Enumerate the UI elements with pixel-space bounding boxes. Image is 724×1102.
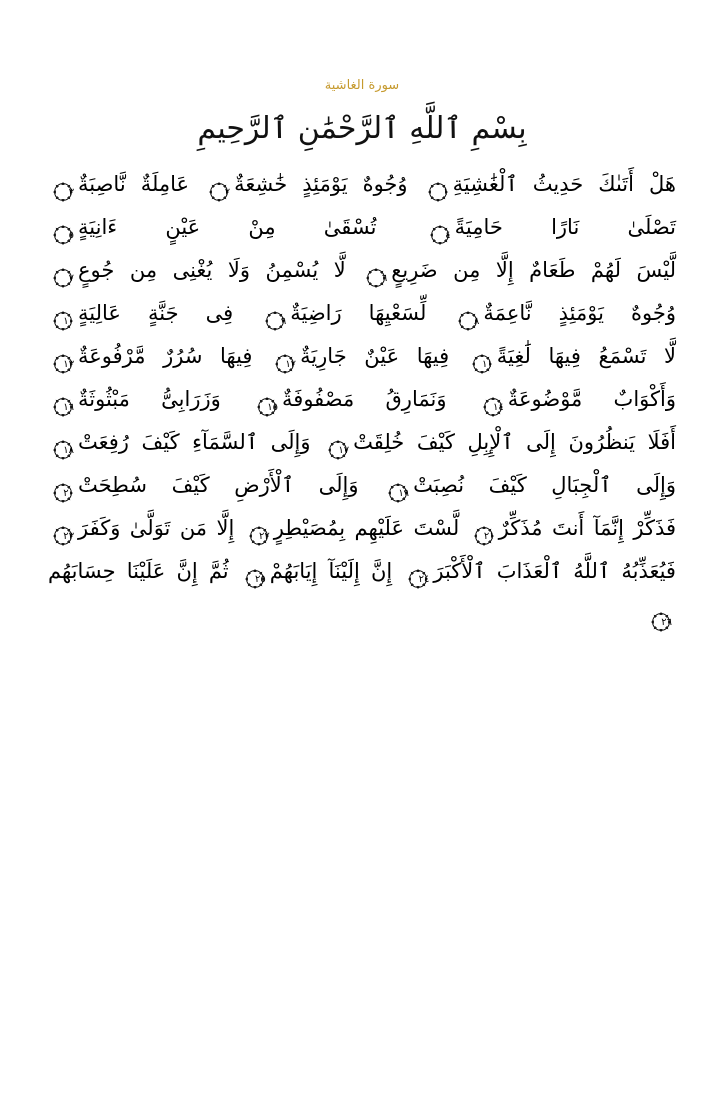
ayah-number-marker	[52, 224, 74, 246]
ayah-number: ٢٠	[63, 488, 74, 500]
ayah-text: أَفَلَا يَنظُرُونَ إِلَى ٱلْإِبِلِ كَيْفَ خُلِقَتْ	[353, 430, 676, 455]
ayah-number: ١٨	[63, 445, 74, 457]
ayah-text: وَإِلَى ٱلسَّمَآءِ كَيْفَ رُفِعَتْ	[78, 430, 311, 455]
ayah-number-marker	[244, 568, 266, 590]
ayah-number: ١٦	[63, 402, 74, 414]
ayah-text: وَإِلَى ٱلْجِبَالِ كَيْفَ نُصِبَتْ	[413, 473, 676, 498]
ayah-number-marker	[650, 611, 672, 633]
ayah-number-marker	[208, 181, 230, 203]
ayah-number: ١٣	[63, 359, 74, 371]
ayah-number: ١٢	[285, 359, 297, 371]
ayah-number: ١١	[482, 359, 493, 371]
ayah-number: ١٥	[267, 402, 279, 414]
ayah-number: ١٧	[338, 445, 350, 457]
ayah-number-marker	[256, 396, 278, 418]
surah-body-text	[48, 163, 676, 637]
ayah-text: فِيهَا عَيْنٌ جَارِيَةٌ	[300, 344, 450, 369]
ayah-text: وَأَكْوَابٌ مَّوْضُوعَةٌ	[507, 387, 676, 412]
ayah-number: ٦	[381, 273, 388, 285]
ayah-number: ٢١	[483, 531, 495, 543]
ayah-number-marker	[52, 267, 74, 289]
ayah-text: فَيُعَذِّبُهُ ٱللَّهُ ٱلْعَذَابَ ٱلْأَكْبَرَ	[433, 559, 676, 584]
ayah-text: تُسْقَىٰ مِنْ عَيْنٍ ءَانِيَةٍ	[78, 215, 377, 240]
ayah-text: تَصْلَىٰ نَارًا حَامِيَةً	[454, 215, 676, 240]
ayah-number: ٢٢	[259, 531, 270, 543]
ayah-text: فِيهَا سُرُرٌ مَّرْفُوعَةٌ	[78, 344, 253, 369]
ayah-number-marker	[473, 525, 495, 547]
ayah-number: ١٤	[492, 402, 504, 414]
ayah-number: ٢٣	[63, 531, 74, 543]
ayah-number-marker	[429, 224, 451, 246]
ayah-number: ٥	[68, 230, 74, 242]
ayah-number-marker	[52, 310, 74, 332]
ayah-number-marker	[387, 482, 409, 504]
ayah-text: وُجُوهٌ يَوْمَئِذٍ خَٰشِعَةٌ	[234, 172, 408, 196]
ayah-number: ٤	[445, 230, 451, 242]
ayah-number: ١	[443, 187, 449, 198]
ayah-number: ٧	[68, 273, 74, 285]
ayah-number: ٨	[474, 316, 480, 328]
ayah-text: فِى جَنَّةٍ عَالِيَةٍ	[78, 301, 234, 326]
ayah-number-marker	[427, 181, 449, 203]
ayah-number-marker	[327, 439, 349, 461]
ayah-number-marker	[482, 396, 504, 418]
ayah-number-marker	[264, 310, 286, 332]
ayah-number: ١٩	[398, 488, 410, 500]
ayah-text: لَّيْسَ لَهُمْ طَعَامٌ إِلَّا مِن ضَرِيعٍ	[391, 258, 676, 283]
document-page	[0, 78, 724, 1102]
ayah-number-marker	[52, 439, 74, 461]
ayah-number-marker	[248, 525, 270, 547]
ayah-text: هَلْ أَتَىٰكَ حَدِيثُ ٱلْغَٰشِيَةِ	[452, 172, 676, 196]
ayah-text: وَزَرَابِىُّ مَبْثُوثَةٌ	[78, 387, 221, 412]
ayah-number-marker	[52, 482, 74, 504]
ayah-number-marker	[407, 568, 429, 590]
ayah-number: ٣	[68, 187, 74, 198]
ayah-text: لِّسَعْيِهَا رَاضِيَةٌ	[290, 301, 427, 326]
ayah-number-marker	[274, 353, 296, 375]
ayah-text: وَنَمَارِقُ مَصْفُوفَةٌ	[282, 387, 447, 412]
ayah-text: لَّا تَسْمَعُ فِيهَا لَٰغِيَةً	[496, 344, 676, 369]
ayah-number-marker	[52, 525, 74, 547]
ayah-number-marker	[52, 181, 74, 203]
basmala-line: بِسْمِ ٱللَّهِ ٱلرَّحْمَٰنِ ٱلرَّحِيمِ	[197, 111, 527, 146]
ayah-number-marker	[52, 353, 74, 375]
ayah-number: ١٠	[63, 316, 74, 328]
ayah-text: وُجُوهٌ يَوْمَئِذٍ نَّاعِمَةٌ	[483, 301, 676, 326]
surah-title: سورة الغاشية	[324, 78, 400, 93]
ayah-number: ٩	[280, 316, 287, 328]
ayah-text: لَّسْتَ عَلَيْهِم بِمُصَيْطِرٍ	[273, 516, 460, 541]
ayah-text: إِلَّا مَن تَوَلَّىٰ وَكَفَرَ	[78, 516, 235, 541]
ayah-number: ٢٤	[418, 574, 430, 586]
ayah-text: وَإِلَى ٱلْأَرْضِ كَيْفَ سُطِحَتْ	[78, 473, 359, 498]
ayah-number-marker	[471, 353, 493, 375]
ayah-text: ثُمَّ إِنَّ عَلَيْنَا حِسَابَهُم	[48, 559, 229, 584]
ayah-text: إِنَّ إِلَيْنَآ إِيَابَهُمْ	[269, 559, 393, 584]
ayah-number-marker	[52, 396, 74, 418]
ayah-number: ٢٥	[255, 574, 266, 586]
ayah-number-marker	[457, 310, 479, 332]
ayah-number: ٢٦	[661, 617, 672, 629]
ayah-text: لَّا يُسْمِنُ وَلَا يُغْنِى مِن جُوعٍ	[78, 258, 346, 283]
ayah-text: فَذَكِّرْ إِنَّمَآ أَنتَ مُذَكِّرٌ	[498, 516, 677, 541]
ayah-text: عَامِلَةٌ نَّاصِبَةٌ	[78, 172, 190, 196]
ayah-number: ٢	[224, 187, 231, 198]
ayah-number-marker	[365, 267, 387, 289]
